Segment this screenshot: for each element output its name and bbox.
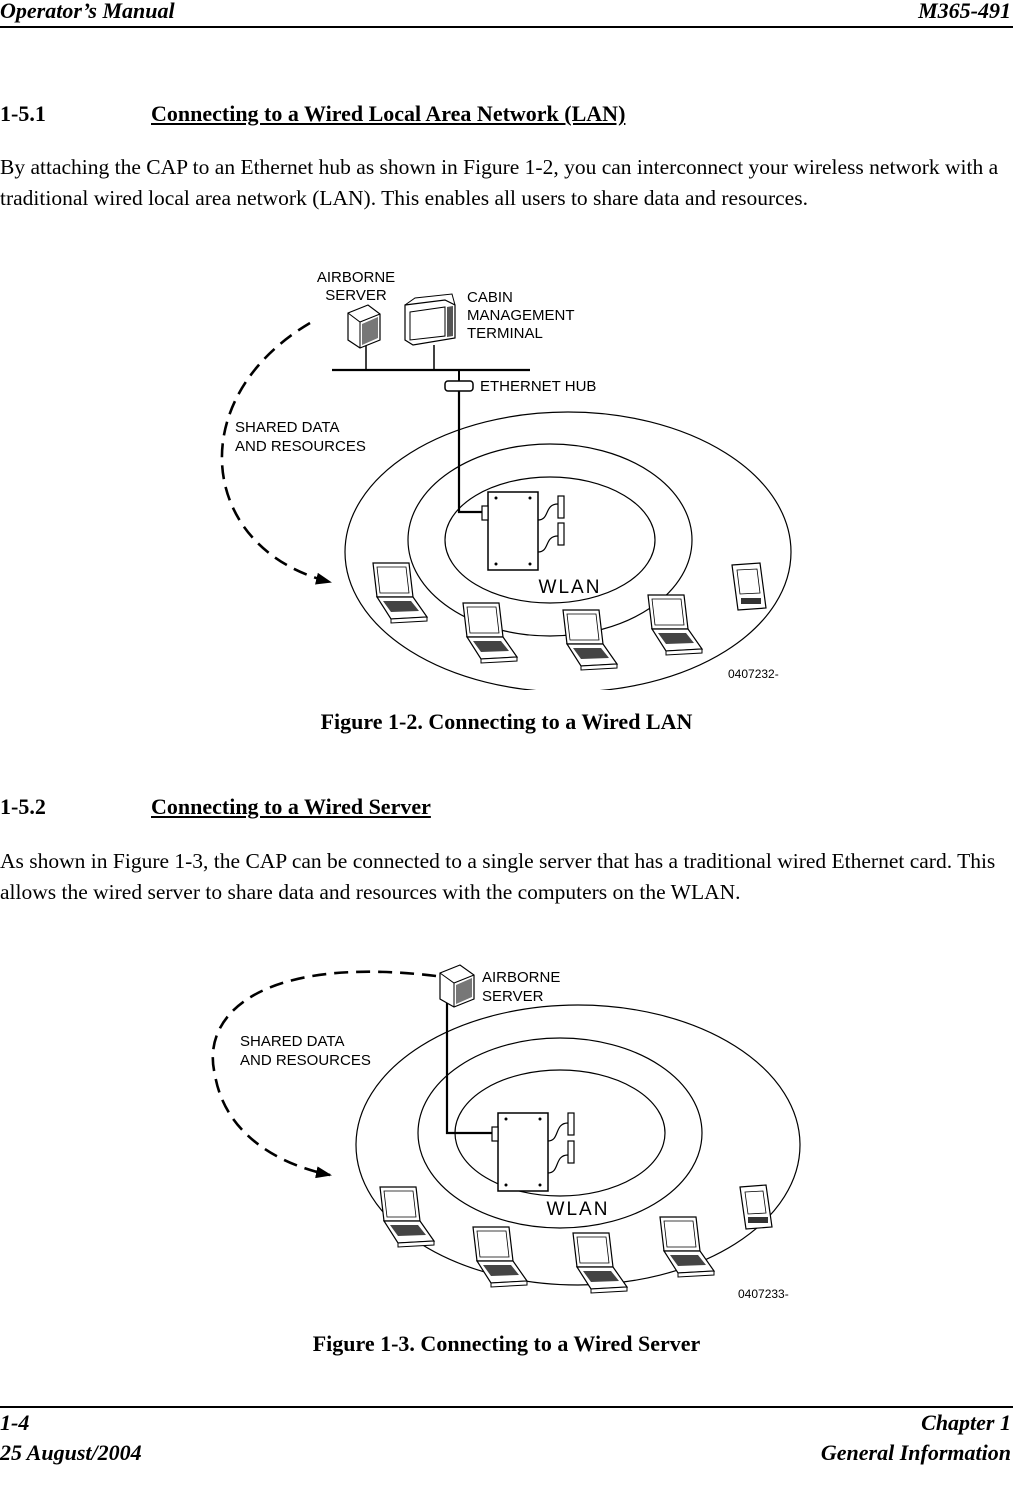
revision-date: 25 August/2004	[0, 1440, 142, 1465]
wlan-outer-ring	[345, 412, 791, 690]
airborne-server-icon	[440, 965, 474, 1007]
figure-wired-server-diagram	[200, 955, 820, 1315]
figure-caption: Figure 1-2. Connecting to a Wired LAN	[320, 709, 693, 734]
chapter-number: Chapter 1	[921, 1410, 1011, 1435]
body-paragraph: By attaching the CAP to an Ethernet hub as shown in Figure 1-2, you can interconnect your wireless network with a traditional wired local area network (LAN). This enables all users to share data and resources.	[0, 155, 999, 210]
laptop-icon	[648, 595, 702, 655]
access-point-icon	[492, 1113, 574, 1191]
section-number: 1-5.1	[0, 101, 46, 126]
airborne-server-label: AIRBORNE	[482, 969, 561, 986]
airborne-server-icon	[348, 305, 380, 348]
wlan-label: WLAN	[546, 1199, 610, 1220]
section-number: 1-5.2	[0, 794, 46, 819]
section-title: Connecting to a Wired Server	[151, 794, 431, 819]
chapter-title: General Information	[820, 1440, 1011, 1465]
access-point-icon	[482, 492, 564, 570]
cabin-management-terminal-label: TERMINAL	[467, 325, 543, 342]
laptop-icon	[563, 610, 617, 670]
laptop-icon	[573, 1233, 627, 1293]
laptop-icon	[660, 1217, 714, 1277]
page-header	[0, 0, 1013, 28]
page-number: 1-4	[0, 1410, 30, 1435]
pda-icon	[732, 563, 766, 610]
laptop-icon	[380, 1187, 434, 1247]
figure-wired-lan-diagram	[200, 260, 820, 690]
wlan-label: WLAN	[538, 577, 602, 598]
shared-data-label: AND RESOURCES	[235, 438, 366, 455]
body-paragraph: As shown in Figure 1-3, the CAP can be connected to a single server that has a traditional wired Ethernet card. This allows the wired server to share data and resources with the computers on the WLAN.	[0, 849, 996, 904]
laptop-icon	[373, 563, 427, 623]
page-footer	[0, 1406, 1013, 1465]
shared-data-label: AND RESOURCES	[240, 1052, 371, 1069]
pda-icon	[740, 1185, 772, 1229]
shared-data-label: SHARED DATA	[235, 419, 340, 436]
shared-data-label: SHARED DATA	[240, 1033, 345, 1050]
cabin-management-terminal-label: MANAGEMENT	[467, 307, 575, 324]
airborne-server-label: SERVER	[482, 988, 544, 1005]
laptop-icon	[473, 1227, 527, 1287]
shared-data-arrow	[213, 972, 436, 1175]
ethernet-hub-icon	[445, 381, 473, 391]
laptop-icon	[463, 603, 517, 663]
manual-title: Operator’s Manual	[0, 0, 175, 23]
figure-id: 0407232-	[728, 667, 779, 681]
section-title: Connecting to a Wired Local Area Network (LAN)	[151, 101, 626, 126]
cabin-management-terminal-label: CABIN	[467, 289, 513, 306]
airborne-server-label: SERVER	[325, 287, 387, 304]
cabin-management-terminal-icon	[405, 294, 455, 345]
airborne-server-label: AIRBORNE	[316, 269, 396, 286]
ethernet-hub-label: ETHERNET HUB	[480, 378, 597, 395]
figure-caption: Figure 1-3. Connecting to a Wired Server	[312, 1331, 701, 1356]
figure-id: 0407233-	[738, 1287, 789, 1301]
document-number: M365-491	[918, 0, 1011, 23]
